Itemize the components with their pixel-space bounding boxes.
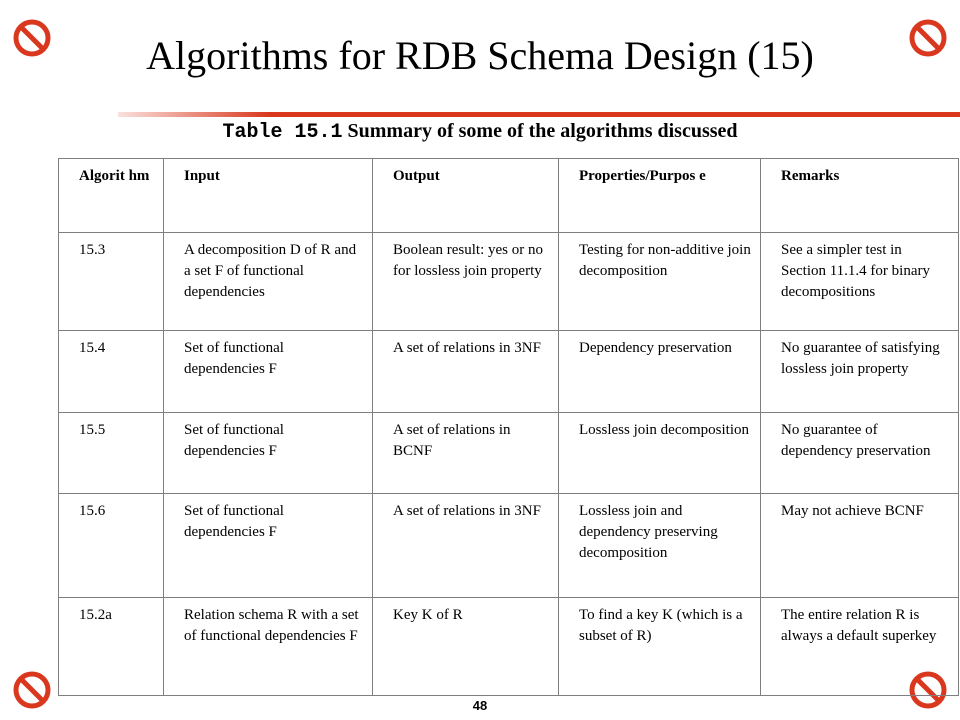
algorithm-summary-table <box>58 158 959 696</box>
table-row <box>59 494 959 598</box>
cell-output: Boolean result: yes or no for lossless join property <box>373 233 559 331</box>
cell-remarks: May not achieve BCNF <box>761 494 959 598</box>
table-header-row <box>59 159 959 233</box>
cell-remarks: The entire relation R is always a default superkey <box>761 598 959 696</box>
cell-remarks: No guarantee of satisfying lossless join property <box>761 331 959 413</box>
cell-output: Key K of R <box>373 598 559 696</box>
cell-properties: Testing for non-additive join decomposition <box>559 233 761 331</box>
table-caption-number: Table 15.1 <box>222 121 343 144</box>
header-algorithm: Algorit hm <box>59 159 164 233</box>
table-row <box>59 598 959 696</box>
cell-input: A decomposition D of R and a set F of functional dependencies <box>164 233 373 331</box>
cell-remarks: See a simpler test in Section 11.1.4 for binary decompositions <box>761 233 959 331</box>
table-row <box>59 233 959 331</box>
cell-algorithm: 15.6 <box>59 494 164 598</box>
cell-output: A set of relations in 3NF <box>373 494 559 598</box>
header-output: Output <box>373 159 559 233</box>
page-number: 48 <box>472 698 488 713</box>
cell-properties: To find a key K (which is a subset of R) <box>559 598 761 696</box>
cell-algorithm: 15.5 <box>59 413 164 494</box>
header-properties: Properties/Purpos e <box>559 159 761 233</box>
cell-properties: Lossless join and dependency preserving decomposition <box>559 494 761 598</box>
table-caption <box>0 118 960 146</box>
table-row <box>59 331 959 413</box>
slide-title: Algorithms for RDB Schema Design (15) <box>146 33 814 78</box>
cell-properties: Dependency preservation <box>559 331 761 413</box>
cell-algorithm: 15.4 <box>59 331 164 413</box>
cell-input: Set of functional dependencies F <box>164 413 373 494</box>
title-rule <box>118 112 960 117</box>
cell-input: Relation schema R with a set of functional dependencies F <box>164 598 373 696</box>
table-caption-text: Summary of some of the algorithms discussed <box>342 120 738 142</box>
cell-output: A set of relations in BCNF <box>373 413 559 494</box>
header-remarks: Remarks <box>761 159 959 233</box>
cell-input: Set of functional dependencies F <box>164 331 373 413</box>
cell-input: Set of functional dependencies F <box>164 494 373 598</box>
cell-algorithm: 15.3 <box>59 233 164 331</box>
header-input: Input <box>164 159 373 233</box>
cell-output: A set of relations in 3NF <box>373 331 559 413</box>
cell-algorithm: 15.2a <box>59 598 164 696</box>
cell-properties: Lossless join decomposition <box>559 413 761 494</box>
cell-remarks: No guarantee of dependency preservation <box>761 413 959 494</box>
table-row <box>59 413 959 494</box>
